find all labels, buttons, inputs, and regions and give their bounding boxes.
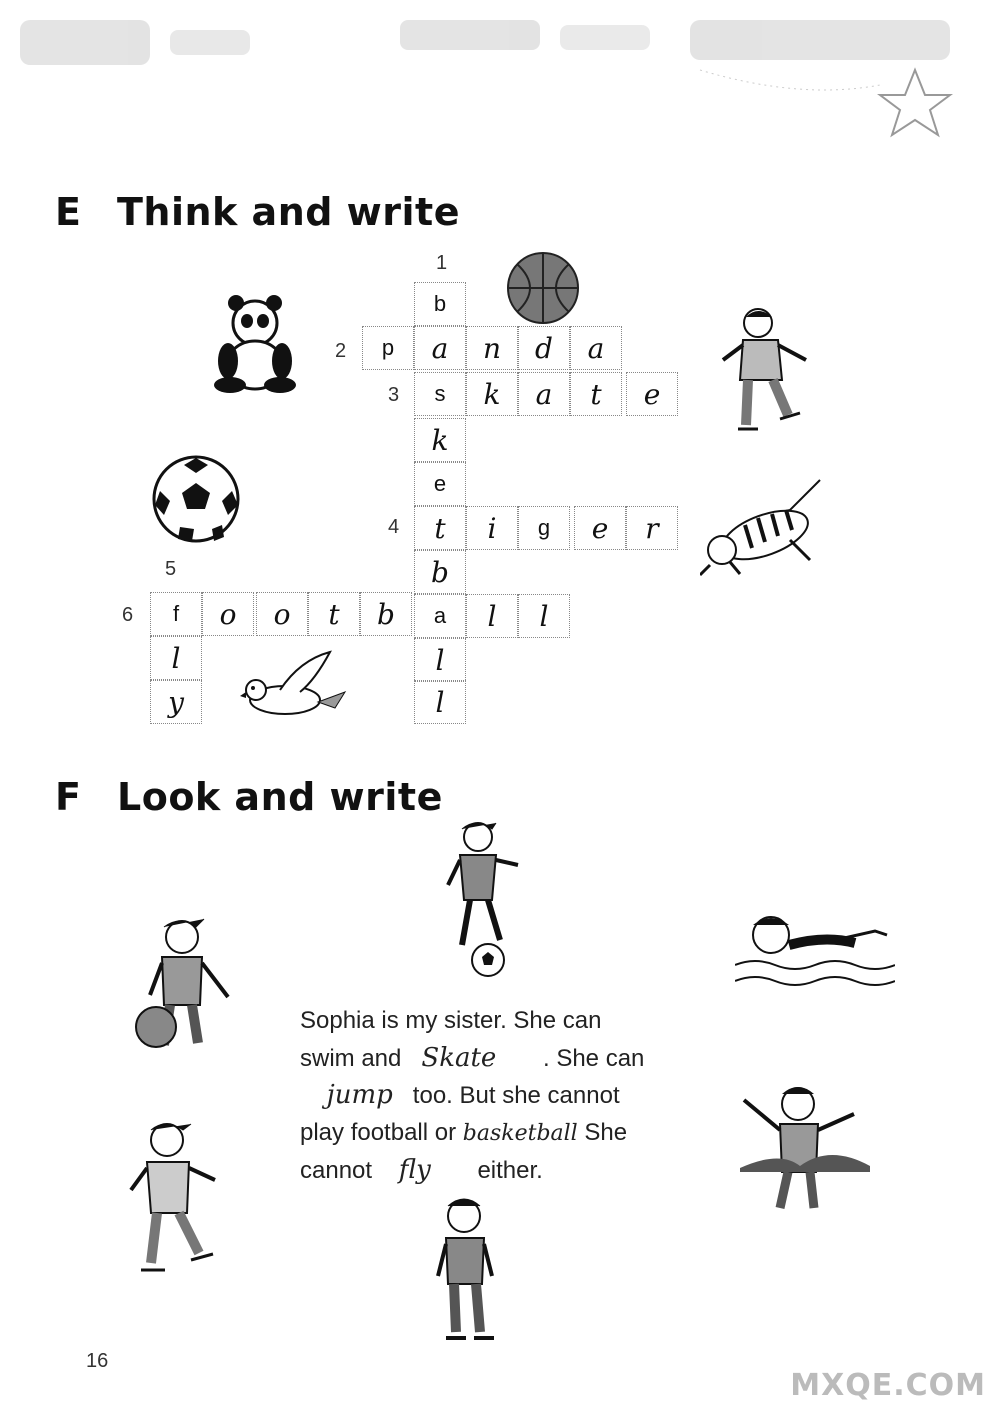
crossword-cell: b — [414, 282, 466, 326]
watermark-text: MXQE.COM — [790, 1368, 986, 1403]
story-text: play football or — [300, 1118, 457, 1146]
story-paragraph — [300, 1003, 680, 1190]
star-icon — [880, 70, 950, 135]
story-text: too. But she cannot — [412, 1082, 620, 1109]
answer-jump: jump — [326, 1080, 393, 1110]
crossword-cell: t — [414, 506, 466, 550]
crossword-cell: l — [414, 638, 466, 682]
bird-icon — [240, 650, 350, 730]
girl-skating-icon — [125, 1118, 225, 1278]
crossword-cell: t — [308, 592, 360, 636]
crossword-cell: l — [414, 680, 466, 724]
crossword-cell: s — [414, 372, 466, 416]
crossword-cell: o — [202, 592, 254, 636]
section-f-letter: F — [55, 775, 81, 819]
page-number: 16 — [86, 1350, 109, 1372]
clue-number-6: 6 — [122, 604, 134, 626]
story-text: swim and — [300, 1044, 402, 1072]
crossword-cell: i — [466, 506, 518, 550]
crossword-cell: o — [256, 592, 308, 636]
crossword-cell: a — [414, 594, 466, 638]
clue-number-2: 2 — [335, 340, 347, 362]
crossword-cell: d — [518, 326, 570, 370]
answer-fly: fly — [398, 1155, 431, 1185]
story-text: either. — [477, 1157, 543, 1184]
crossword-cell: t — [570, 372, 622, 416]
story-line-3 — [300, 1077, 680, 1115]
crossword-cell: b — [414, 550, 466, 594]
clue-number-1: 1 — [436, 252, 448, 274]
girl-playing-basketball-icon — [130, 915, 240, 1065]
crossword-cell: n — [466, 326, 518, 370]
crossword-cell: l — [150, 636, 202, 680]
section-e-letter: E — [55, 190, 81, 234]
story-text: . She can — [542, 1044, 645, 1072]
crossword-cell: a — [414, 326, 466, 370]
girl-playing-football-icon — [440, 815, 525, 980]
basketball-icon — [505, 250, 581, 326]
girl-flying-arms-icon — [740, 1080, 870, 1220]
crossword-cell: k — [414, 418, 466, 462]
tiger-icon — [700, 470, 830, 580]
story-line-2 — [300, 1040, 680, 1078]
story-line-1 — [300, 1003, 680, 1040]
section-f-title: Look and write — [117, 775, 443, 819]
crossword-cell: a — [518, 372, 570, 416]
crossword-cell: e — [414, 462, 466, 506]
crossword-cell: k — [466, 372, 518, 416]
crossword-cell: p — [362, 326, 414, 370]
crossword-cell: l — [518, 594, 570, 638]
answer-skate: Skate — [421, 1042, 497, 1073]
crossword-cell: l — [466, 594, 518, 638]
story-text: cannot — [300, 1157, 373, 1184]
crossword-cell: r — [626, 506, 678, 550]
crossword-cell: g — [518, 506, 570, 550]
crossword-cell: e — [626, 372, 678, 416]
girl-swimming-icon — [735, 905, 895, 995]
header-decoration — [0, 0, 1000, 150]
story-text: Sophia is my sister. She can — [300, 1007, 602, 1034]
clue-number-5: 5 — [165, 558, 177, 580]
crossword-cell: y — [150, 680, 202, 724]
clue-number-4: 4 — [388, 516, 400, 538]
answer-basketball: basketball — [462, 1120, 578, 1146]
clue-number-3: 3 — [388, 384, 400, 406]
story-line-5 — [300, 1152, 680, 1190]
crossword-cell: e — [574, 506, 626, 550]
story-line-4 — [300, 1115, 680, 1153]
girl-jumping-icon — [420, 1192, 510, 1347]
section-e-title: Think and write — [117, 190, 460, 234]
football-icon — [152, 455, 240, 543]
skating-boy-icon — [718, 305, 813, 435]
crossword-cell: b — [360, 592, 412, 636]
story-text: She — [584, 1118, 628, 1146]
crossword-cell: f — [150, 592, 202, 636]
crossword-cell: a — [570, 326, 622, 370]
panda-icon — [210, 295, 300, 395]
